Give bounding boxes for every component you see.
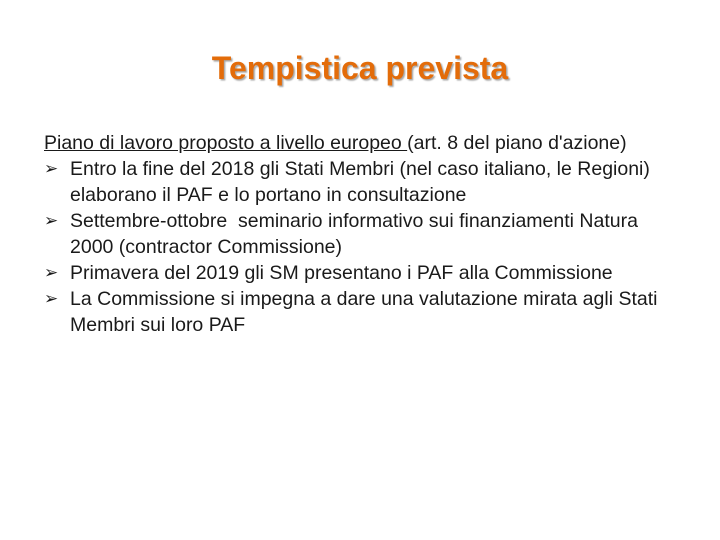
arrow-bullet-icon: ➢ — [44, 289, 59, 308]
slide-title: Tempistica prevista — [211, 50, 509, 86]
bullet-item — [44, 208, 684, 260]
arrow-bullet-icon: ➢ — [44, 159, 59, 178]
bullet-list — [44, 156, 684, 338]
bullet-item — [44, 286, 684, 338]
bullet-text: Entro la fine del 2018 gli Stati Membri (nel caso italiano, le Regioni) elaborano il PAF e lo portano in consultazione — [70, 158, 650, 206]
slide-body — [44, 130, 684, 338]
arrow-bullet-icon: ➢ — [44, 263, 59, 282]
bullet-text: Settembre-ottobre seminario informativo sui finanziamenti Natura 2000 (contractor Commissione) — [70, 210, 644, 258]
intro-underlined-text: Piano di lavoro proposto a livello europeo — [44, 132, 408, 154]
bullet-item — [44, 156, 684, 208]
bullet-text: La Commissione si impegna a dare una valutazione mirata agli Stati Membri sui loro PAF — [70, 288, 658, 336]
intro-paragraph — [44, 130, 684, 156]
arrow-bullet-icon: ➢ — [44, 211, 59, 230]
bullet-text: Primavera del 2019 gli SM presentano i PAF alla Commissione — [70, 262, 613, 284]
bullet-item — [44, 260, 684, 286]
intro-rest-text: (art. 8 del piano d'azione) — [407, 132, 627, 154]
